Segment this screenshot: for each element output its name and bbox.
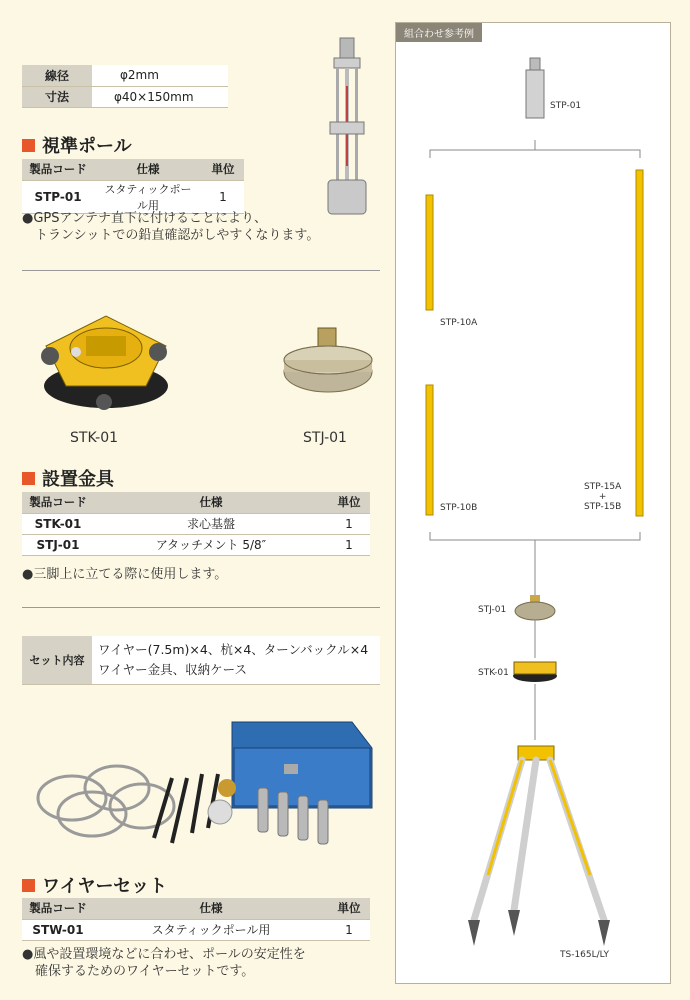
wire-title-text: ワイヤーセット xyxy=(42,876,168,897)
set-contents xyxy=(92,636,380,684)
square-bullet-icon xyxy=(22,879,35,892)
divider xyxy=(22,270,380,271)
set-line: ワイヤー金具、収納ケース xyxy=(98,661,248,677)
spec-value: φ2mm xyxy=(92,65,228,86)
col-header: 単位 xyxy=(202,159,244,180)
diagram-stp15 xyxy=(636,170,643,516)
note-line: トランシットでの鉛直確認がしやすくなります。 xyxy=(35,228,320,243)
set-content-table xyxy=(22,636,380,685)
spec-key: 寸法 xyxy=(22,86,92,107)
pole-table xyxy=(22,159,244,214)
label-stp15b: STP-15B xyxy=(584,502,622,512)
pole-section-title xyxy=(22,132,132,158)
diagram-tripod xyxy=(468,746,610,946)
fixture-section-title xyxy=(22,465,114,491)
product-code: STJ-01 xyxy=(22,534,94,555)
stj01-caption: STJ-01 xyxy=(303,430,347,446)
product-code: STK-01 xyxy=(22,513,94,534)
divider xyxy=(22,607,380,608)
note-line: ●GPSアンテナ直下に付けることにより、 xyxy=(22,211,267,226)
col-header: 仕様 xyxy=(94,492,328,513)
fixture-note: ●三脚上に立てる際に使用します。 xyxy=(22,567,228,582)
product-unit: 1 xyxy=(328,534,370,555)
wire-table xyxy=(22,898,370,941)
stk01-caption: STK-01 xyxy=(70,430,119,446)
set-line: ワイヤー(7.5m)×4、杭×4、ターンバックル×4 xyxy=(98,641,369,657)
square-bullet-icon xyxy=(22,139,35,152)
product-unit: 1 xyxy=(202,180,244,213)
product-code: STW-01 xyxy=(22,919,94,940)
set-label: セット内容 xyxy=(22,636,92,684)
label-stp15 xyxy=(584,482,621,512)
col-header: 製品コード xyxy=(22,492,94,513)
fixture-title-text: 設置金具 xyxy=(42,469,114,490)
wire-section-title xyxy=(22,872,167,898)
product-spec: 求心基盤 xyxy=(94,513,328,534)
product-unit: 1 xyxy=(328,513,370,534)
note-line: 確保するためのワイヤーセットです。 xyxy=(35,964,255,979)
col-header: 仕様 xyxy=(94,898,328,919)
note-line: ●風や設置環境などに合わせ、ポールの安定性を xyxy=(22,947,306,962)
diagram-stp01 xyxy=(526,58,544,118)
pole-title-text: 視準ポール xyxy=(42,136,132,157)
product-spec: スタティックポール用 xyxy=(94,919,328,940)
label-plus: + xyxy=(598,492,607,502)
label-stk01: STK-01 xyxy=(478,668,509,678)
wire-spec-table xyxy=(22,65,228,108)
diagram-stj01 xyxy=(515,595,555,620)
spec-value: φ40×150mm xyxy=(92,86,228,107)
label-stj01: STJ-01 xyxy=(478,605,507,615)
stk01-photo xyxy=(26,296,186,416)
label-stp10b: STP-10B xyxy=(440,503,478,513)
product-unit: 1 xyxy=(328,919,370,940)
label-tripod: TS-165L/LY xyxy=(560,950,609,960)
label-stp15a: STP-15A xyxy=(584,482,622,492)
wire-note xyxy=(22,946,306,980)
panel-tab: 組合わせ参考例 xyxy=(396,23,482,42)
product-code: STP-01 xyxy=(22,180,94,213)
col-header: 製品コード xyxy=(22,159,94,180)
col-header: 仕様 xyxy=(94,159,202,180)
label-stp01: STP-01 xyxy=(550,101,582,111)
square-bullet-icon xyxy=(22,472,35,485)
col-header: 単位 xyxy=(328,898,370,919)
stj01-photo xyxy=(280,326,376,396)
diagram-stp10b xyxy=(426,385,433,515)
product-spec: アタッチメント 5/8″ xyxy=(94,534,328,555)
product-spec: スタティックポール用 xyxy=(94,180,202,213)
wire-set-photo xyxy=(22,718,382,868)
diagram-stp10a xyxy=(426,195,433,310)
diagram-stk01 xyxy=(513,662,557,682)
spec-key: 線径 xyxy=(22,65,92,86)
combination-diagram xyxy=(396,40,670,980)
stp01-photo xyxy=(316,36,378,216)
pole-note xyxy=(22,210,319,244)
fixture-table xyxy=(22,492,370,556)
col-header: 単位 xyxy=(328,492,370,513)
col-header: 製品コード xyxy=(22,898,94,919)
label-stp10a: STP-10A xyxy=(440,318,478,328)
